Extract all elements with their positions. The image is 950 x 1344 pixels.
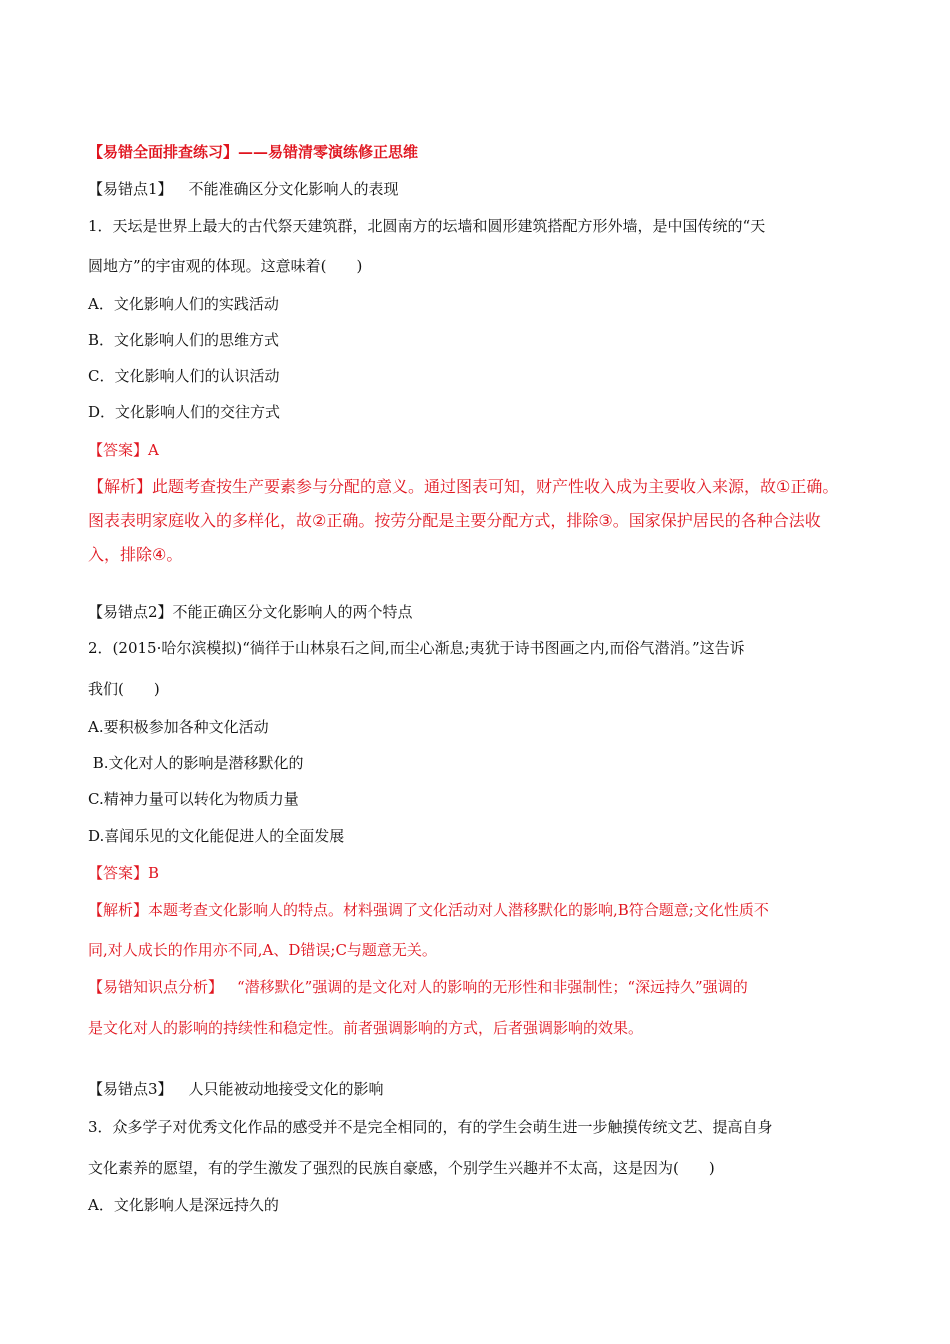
question-3-line-1: 3．众多学子对优秀文化作品的感受并不是完全相同的，有的学生会萌生进一步触摸传统文艺、提高自身 — [88, 1118, 773, 1136]
knowledge-analysis-line-2: 是文化对人的影响的持续性和稳定性。前者强调影响的方式，后者强调影响的效果。 — [88, 1019, 644, 1037]
header-subtitle: ——易错清零演练修正思维 — [238, 143, 419, 161]
question-1-option-a: A．文化影响人们的实践活动 — [88, 295, 279, 313]
header-bracket-title: 【易错全面排查练习】 — [88, 143, 239, 161]
section-header — [88, 142, 418, 162]
question-1-option-d: D．文化影响人们的交往方式 — [88, 403, 281, 421]
question-1-analysis-line-1: 【解析】此题考查按生产要素参与分配的意义。通过图表可知，财产性收入成为主要收入来源，故①正确。 — [88, 477, 839, 496]
question-1-option-b: B．文化影响人们的思维方式 — [88, 331, 280, 349]
question-3-line-2: 文化素养的愿望，有的学生激发了强烈的民族自豪感，个别学生兴趣并不太高，这是因为( ) — [88, 1159, 715, 1177]
question-1-answer: 【答案】A — [88, 441, 159, 459]
question-2-option-d: D.喜闻乐见的文化能促进人的全面发展 — [88, 827, 345, 845]
question-2-option-b: B.文化对人的影响是潜移默化的 — [88, 754, 304, 772]
question-1-line-1: 1．天坛是世界上最大的古代祭天建筑群，北圆南方的坛墙和圆形建筑搭配方形外墙，是中国传统的“天 — [88, 217, 766, 235]
error-point-label: 【易错点2】 — [88, 603, 173, 621]
question-1-analysis-line-2: 图表表明家庭收入的多样化，故②正确。按劳分配是主要分配方式，排除③。国家保护居民的各种合法收 — [88, 511, 821, 530]
error-point-label: 【易错点3】 — [88, 1080, 173, 1098]
knowledge-analysis-line-1 — [88, 977, 748, 997]
error-point-text: 不能正确区分文化影响人的两个特点 — [172, 603, 413, 621]
knowledge-analysis-label: 【易错知识点分析】 — [88, 978, 224, 996]
question-2-line-1: 2．(2015·哈尔滨模拟)“徜徉于山林泉石之间,而尘心渐息;夷犹于诗书图画之内,而俗气潜消。”这告诉 — [88, 639, 745, 657]
question-2-option-a: A.要积极参加各种文化活动 — [88, 718, 269, 736]
error-point-2 — [88, 602, 413, 622]
error-point-text: 人只能被动地接受文化的影响 — [188, 1080, 384, 1098]
question-2-analysis-line-2: 同,对人成长的作用亦不同,A、D错误;C与题意无关。 — [88, 941, 437, 959]
error-point-1 — [88, 179, 399, 199]
question-2-option-c: C.精神力量可以转化为物质力量 — [88, 790, 299, 808]
question-1-analysis-line-3: 入，排除④。 — [88, 545, 183, 564]
question-2-analysis-line-1: 【解析】本题考查文化影响人的特点。材料强调了文化活动对人潜移默化的影响,B符合题意;文化性质不 — [88, 901, 769, 919]
question-3-option-a: A．文化影响人是深远持久的 — [88, 1196, 279, 1214]
error-point-text: 不能准确区分文化影响人的表现 — [188, 180, 399, 198]
question-1-option-c: C．文化影响人们的认识活动 — [88, 367, 280, 385]
question-2-answer: 【答案】B — [88, 864, 160, 882]
question-1-line-2: 圆地方”的宇宙观的体现。这意味着( ) — [88, 257, 363, 275]
error-point-3 — [88, 1079, 384, 1099]
knowledge-analysis-text: “潜移默化”强调的是文化对人的影响的无形性和非强制性；“深远持久”强调的 — [237, 978, 748, 996]
error-point-label: 【易错点1】 — [88, 180, 173, 198]
question-2-line-2: 我们( ) — [88, 680, 160, 698]
